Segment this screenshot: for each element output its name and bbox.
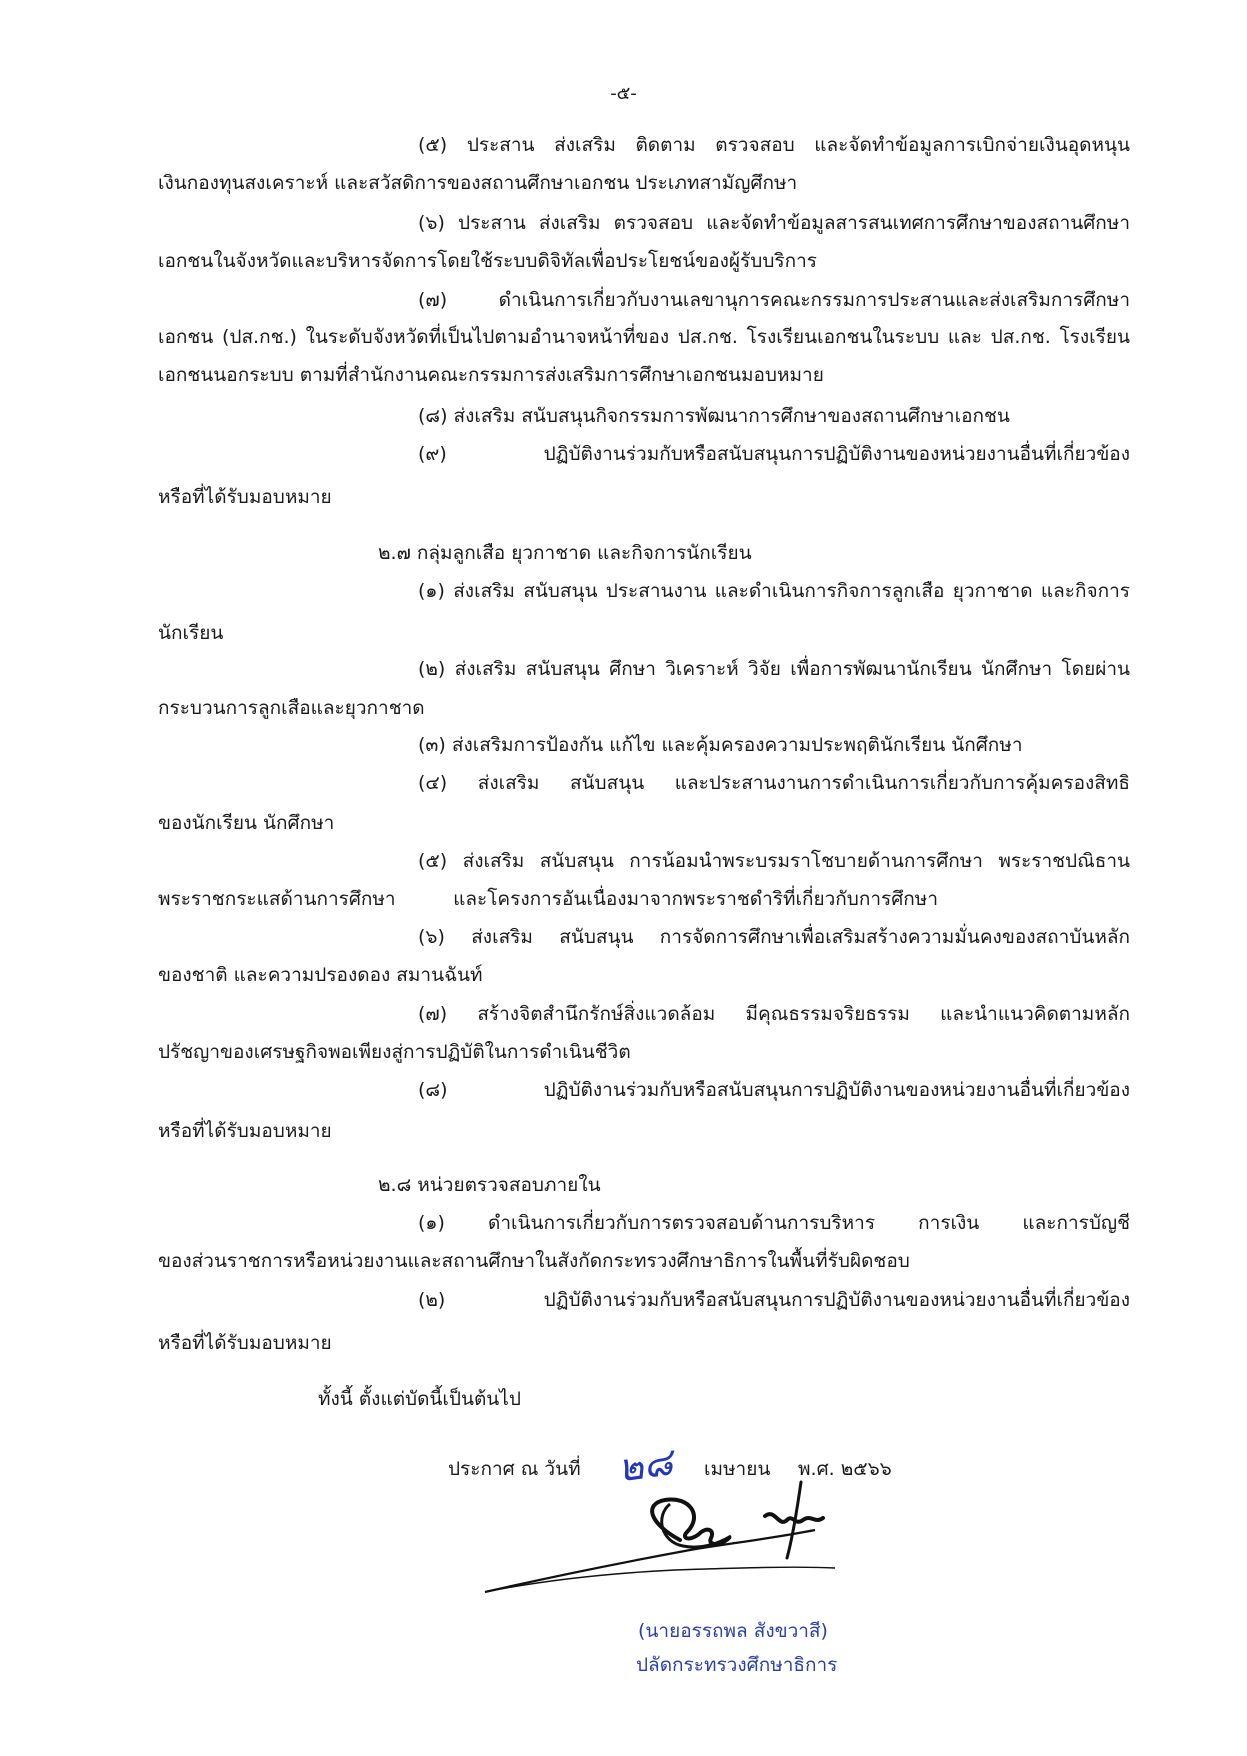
text-line: เอกชนนอกระบบ ตามที่สำนักงานคณะกรรมการส่งเสริมการศึกษาเอกชนมอบหมาย [158, 364, 824, 386]
text-line: เงินกองทุนสงเคราะห์ และสวัสดิการของสถานศึกษาเอกชน ประเภทสามัญศึกษา [158, 172, 798, 194]
text-line: (๒) ปฏิบัติงานร่วมกับหรือสนับสนุนการปฏิบัติงานของหน่วยงานอื่นที่เกี่ยวข้อง [418, 1289, 1130, 1311]
signer-position: ปลัดกระทรวงศึกษาธิการ [636, 1654, 838, 1676]
text-line: (๙) ปฏิบัติงานร่วมกับหรือสนับสนุนการปฏิบัติงานของหน่วยงานอื่นที่เกี่ยวข้อง [418, 443, 1130, 465]
announce-month: เมษายน [704, 1458, 771, 1480]
text-line: (๗) สร้างจิตสำนึกรักษ์สิ่งแวดล้อม มีคุณธรรมจริยธรรม และนำแนวคิดตามหลัก [418, 1003, 1130, 1025]
text-line: (๓) ส่งเสริมการป้องกัน แก้ไข และคุ้มครองความประพฤตินักเรียน นักศึกษา [418, 734, 1023, 756]
text-line: (๘) ปฏิบัติงานร่วมกับหรือสนับสนุนการปฏิบัติงานของหน่วยงานอื่นที่เกี่ยวข้อง [418, 1079, 1130, 1101]
signature-image [475, 1480, 915, 1610]
announce-prefix: ประกาศ ณ วันที่ [448, 1458, 581, 1480]
text-line: (๕) ประสาน ส่งเสริม ติดตาม ตรวจสอบ และจัดทำข้อมูลการเบิกจ่ายเงินอุดหนุน [418, 134, 1130, 156]
signer-name: (นายอรรถพล สังขวาสี) [638, 1620, 828, 1642]
text-line: หรือที่ได้รับมอบหมาย [158, 486, 332, 508]
text-line: (๕) ส่งเสริม สนับสนุน การน้อมนำพระบรมราโชบายด้านการศึกษา พระราชปณิธาน [418, 850, 1130, 872]
text-line: (๔) ส่งเสริม สนับสนุน และประสานงานการดำเนินการเกี่ยวกับการคุ้มครองสิทธิ [418, 772, 1130, 794]
text-line: ของส่วนราชการหรือหน่วยงานและสถานศึกษาในสังกัดกระทรวงศึกษาธิการในพื้นที่รับผิดชอบ [158, 1250, 910, 1272]
text-line: เอกชนในจังหวัดและบริหารจัดการโดยใช้ระบบดิจิทัลเพื่อประโยชน์ของผู้รับบริการ [158, 250, 817, 272]
text-line: กระบวนการลูกเสือและยุวกาชาด [158, 697, 425, 719]
text-line: (๖) ประสาน ส่งเสริม ตรวจสอบ และจัดทำข้อมูลสารสนเทศการศึกษาของสถานศึกษา [418, 212, 1130, 234]
text-line: นักเรียน [158, 622, 224, 644]
closing-statement: ทั้งนี้ ตั้งแต่บัดนี้เป็นต้นไป [318, 1388, 521, 1410]
text-line: พระราชกระแสด้านการศึกษา และโครงการอันเนื่องมาจากพระราชดำริที่เกี่ยวกับการศึกษา [158, 888, 938, 910]
section-heading: ๒.๘ หน่วยตรวจสอบภายใน [378, 1174, 601, 1196]
announce-year: พ.ศ. ๒๕๖๖ [798, 1458, 892, 1480]
text-line: ปรัชญาของเศรษฐกิจพอเพียงสู่การปฏิบัติในการดำเนินชีวิต [158, 1041, 631, 1063]
text-line: ของชาติ และความปรองดอง สมานฉันท์ [158, 964, 483, 986]
text-line: เอกชน (ปส.กช.) ในระดับจังหวัดที่เป็นไปตามอำนาจหน้าที่ของ ปส.กช. โรงเรียนเอกชนในระบบ และ ปส.กช. โรงเรียน [158, 326, 1130, 348]
text-line: (๗) ดำเนินการเกี่ยวกับงานเลขานุการคณะกรรมการประสานและส่งเสริมการศึกษา [418, 289, 1130, 311]
text-line: (๒) ส่งเสริม สนับสนุน ศึกษา วิเคราะห์ วิจัย เพื่อการพัฒนานักเรียน นักศึกษา โดยผ่าน [418, 658, 1130, 680]
text-line: (๑) ส่งเสริม สนับสนุน ประสานงาน และดำเนินการกิจการลูกเสือ ยุวกาชาด และกิจการ [418, 580, 1130, 602]
announce-day: ๒๘ [615, 1439, 676, 1491]
text-line: (๑) ดำเนินการเกี่ยวกับการตรวจสอบด้านการบริหาร การเงิน และการบัญชี [418, 1212, 1130, 1234]
text-line: (๖) ส่งเสริม สนับสนุน การจัดการศึกษาเพื่อเสริมสร้างความมั่นคงของสถาบันหลัก [418, 926, 1130, 948]
text-line: หรือที่ได้รับมอบหมาย [158, 1332, 332, 1354]
section-heading: ๒.๗ กลุ่มลูกเสือ ยุวกาชาด และกิจการนักเรียน [378, 542, 752, 564]
text-line: ของนักเรียน นักศึกษา [158, 812, 335, 834]
text-line: (๘) ส่งเสริม สนับสนุนกิจกรรมการพัฒนาการศึกษาของสถานศึกษาเอกชน [418, 405, 1010, 427]
page-number: -๕- [610, 83, 637, 104]
text-line: หรือที่ได้รับมอบหมาย [158, 1120, 332, 1142]
